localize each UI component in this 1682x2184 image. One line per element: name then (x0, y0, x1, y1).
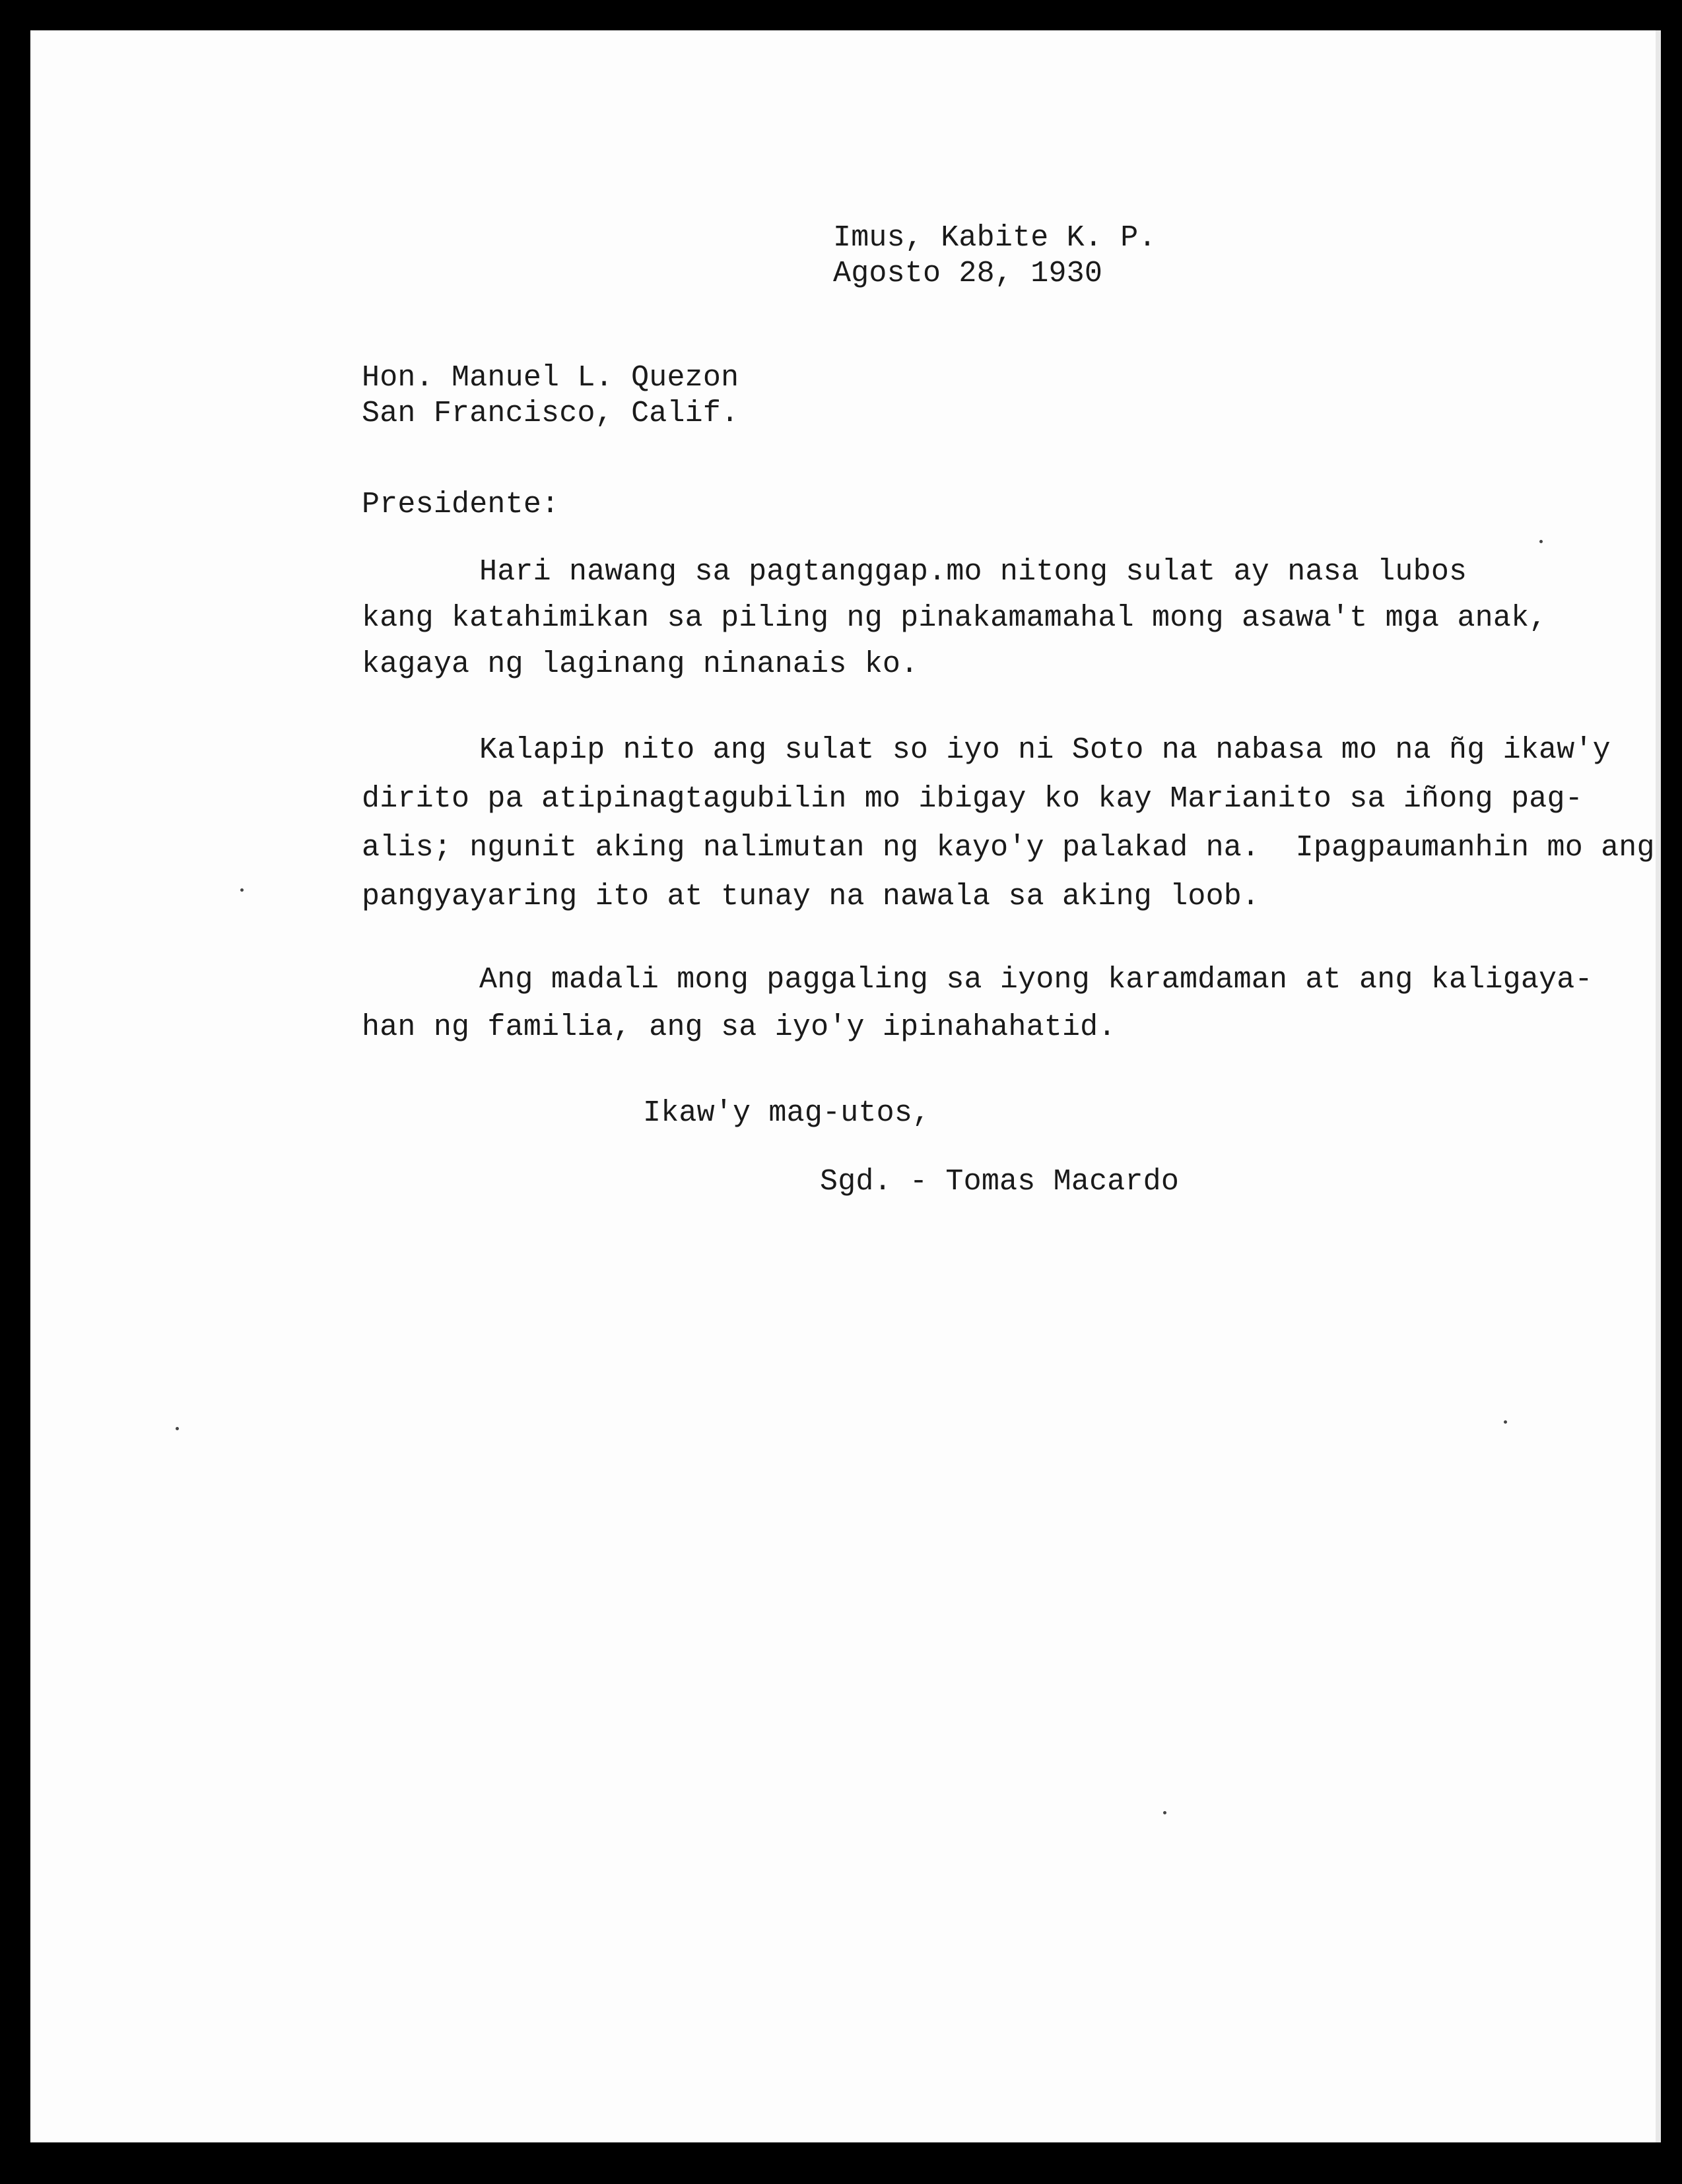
recipient-name: Hon. Manuel L. Quezon (362, 361, 739, 395)
recipient-place: San Francisco, Calif. (362, 397, 739, 430)
paragraph-2-line-4: pangyayaring ito at tunay na nawala sa aking loob. (362, 880, 1260, 913)
scan-speck (1539, 540, 1543, 543)
letter-place: Imus, Kabite K. P. (833, 221, 1157, 255)
scan-speck (240, 888, 244, 892)
paragraph-1-line-2: kang katahimikan sa piling ng pinakamamahal mong asawa't mga anak, (362, 601, 1547, 635)
paragraph-1-line-1: Hari nawang sa pagtanggap.mo nitong sulat ay nasa lubos (479, 555, 1467, 589)
paragraph-1-line-3: kagaya ng laginang ninanais ko. (362, 647, 919, 681)
paragraph-2-line-1: Kalapip nito ang sulat so iyo ni Soto na nabasa mo na ñg ikaw'y (479, 733, 1611, 767)
paragraph-3-line-2: han ng familia, ang sa iyo'y ipinahahatid. (362, 1010, 1116, 1044)
paragraph-2-line-3: alis; ngunit aking nalimutan ng kayo'y palakad na. Ipagpaumanhin mo ang (362, 831, 1655, 865)
scan-speck (1504, 1420, 1507, 1424)
paragraph-2-line-2: dirito pa atipinagtagubilin mo ibigay ko kay Marianito sa iñong pag- (362, 782, 1583, 816)
scan-speck (176, 1427, 179, 1430)
scan-speck (1163, 1811, 1166, 1814)
salutation: Presidente: (362, 488, 560, 521)
letter-page (30, 30, 1661, 2142)
closing: Ikaw'y mag-utos, (643, 1096, 931, 1130)
signature: Sgd. - Tomas Macardo (820, 1165, 1180, 1199)
paragraph-3-line-1: Ang madali mong paggaling sa iyong karamdaman at ang kaligaya- (479, 963, 1593, 997)
letter-date: Agosto 28, 1930 (833, 257, 1103, 290)
